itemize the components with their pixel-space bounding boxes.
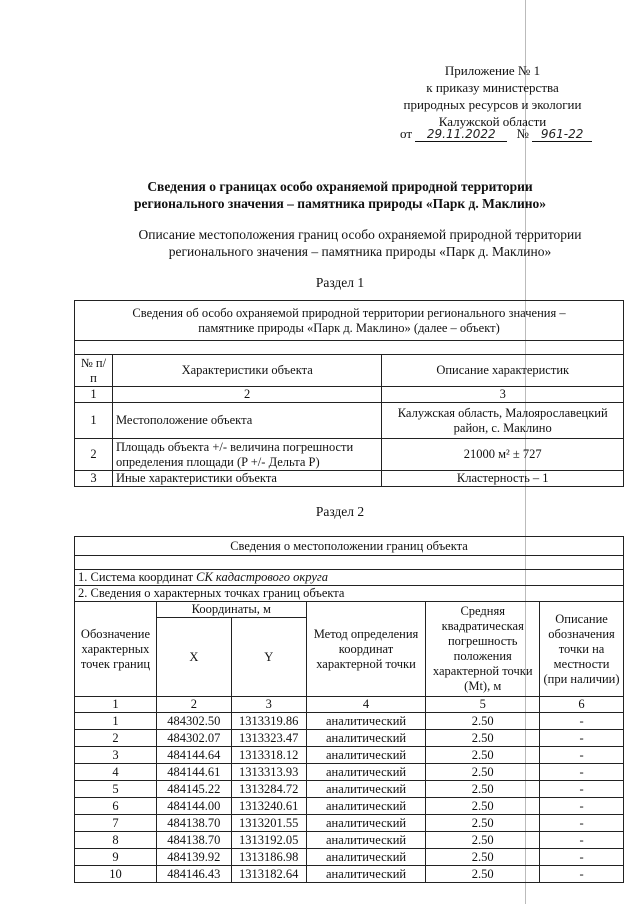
y-coordinate-cell: 1313323.47 [231,730,306,747]
error-cell: 2.50 [426,764,540,781]
characteristic-cell: Местоположение объекта [112,403,381,439]
method-cell: аналитический [306,713,426,730]
table-row [75,713,624,730]
section-2-label: Раздел 2 [315,504,365,519]
y-coordinate-cell: 1313319.86 [231,713,306,730]
column-number-row [75,387,624,403]
header-cell: Описание характеристик [382,355,624,387]
subtitle-line: регионального значения – памятника природы «Парк д. Маклино» [168,244,552,259]
table-row [75,764,624,781]
header-cell: № п/п [75,355,113,387]
order-number: 961-22 [532,127,592,142]
order-date: 29.11.2022 [415,127,507,142]
header-coordinates: Координаты, м [156,602,306,618]
spacer-row [75,556,624,570]
table-row [75,439,624,471]
header-method: Метод определения координат характерной точки [306,602,426,697]
marking-cell: - [540,764,624,781]
column-number: 1 [75,697,157,713]
point-id-cell: 6 [75,798,157,815]
y-coordinate-cell: 1313192.05 [231,832,306,849]
table-header-row [75,602,624,618]
order-reference [400,126,592,142]
coordinate-system-label: 1. Система координат [78,570,194,584]
marking-cell: - [540,866,624,883]
coordinate-system [75,570,624,586]
section-2-table [74,536,624,883]
marking-cell: - [540,849,624,866]
point-id-cell: 8 [75,832,157,849]
x-coordinate-cell: 484144.61 [156,764,231,781]
column-number: 6 [540,697,624,713]
x-coordinate-cell: 484139.92 [156,849,231,866]
table-row [75,815,624,832]
points-info: 2. Сведения о характерных точках границ объекта [75,586,624,602]
number-label: № [516,126,529,141]
error-cell: 2.50 [426,832,540,849]
column-number: 5 [426,697,540,713]
table-row [75,781,624,798]
characteristic-cell: Площадь объекта +/- величина погрешности определения площади (P +/- Дельта P) [112,439,381,471]
marking-cell: - [540,798,624,815]
table-row [75,866,624,883]
point-id-cell: 4 [75,764,157,781]
point-id-cell: 9 [75,849,157,866]
header-x: X [156,618,231,697]
subtitle-line: Описание местоположения границ особо охраняемой природной территории [138,227,582,242]
y-coordinate-cell: 1313186.98 [231,849,306,866]
method-cell: аналитический [306,730,426,747]
points-table-body [75,713,624,883]
x-coordinate-cell: 484302.07 [156,730,231,747]
description-cell: 21000 м² ± 727 [382,439,624,471]
x-coordinate-cell: 484144.00 [156,798,231,815]
x-coordinate-cell: 484138.70 [156,815,231,832]
table-header-row [75,355,624,387]
annex-line: к приказу министерства [426,80,559,95]
point-id-cell: 3 [75,747,157,764]
header-error: Средняя квадратическая погрешность положения характерной точки (Mt), м [426,602,540,697]
table-row [75,403,624,439]
section-1-label: Раздел 1 [315,275,365,290]
table-row [75,832,624,849]
header-marking: Описание обозначения точки на местности (при наличии) [540,602,624,697]
table-caption [75,301,624,341]
annex-header [360,62,625,130]
column-number: 3 [231,697,306,713]
column-number: 3 [382,387,624,403]
spacer-cell [75,556,624,570]
method-cell: аналитический [306,764,426,781]
coordinate-system-row [75,570,624,586]
marking-cell: - [540,832,624,849]
table-row [75,747,624,764]
error-cell: 2.50 [426,747,540,764]
table-caption-row [75,301,624,341]
y-coordinate-cell: 1313284.72 [231,781,306,798]
points-info-row [75,586,624,602]
spacer-cell [75,341,624,355]
document-title [80,178,600,212]
marking-cell: - [540,815,624,832]
header-cell: Характеристики объекта [112,355,381,387]
description-cell: Кластерность – 1 [382,471,624,487]
y-coordinate-cell: 1313182.64 [231,866,306,883]
column-number: 2 [112,387,381,403]
column-number-row [75,697,624,713]
caption-line: Сведения об особо охраняемой природной территории регионального значения – [132,305,566,320]
row-number: 3 [75,471,113,487]
method-cell: аналитический [306,866,426,883]
y-coordinate-cell: 1313240.61 [231,798,306,815]
table-row [75,730,624,747]
y-coordinate-cell: 1313313.93 [231,764,306,781]
row-number: 1 [75,403,113,439]
marking-cell: - [540,713,624,730]
method-cell: аналитический [306,832,426,849]
y-coordinate-cell: 1313201.55 [231,815,306,832]
table-row [75,849,624,866]
document-subtitle [100,226,620,260]
header-point: Обозначение характерных точек границ [75,602,157,697]
table-row [75,798,624,815]
point-id-cell: 2 [75,730,157,747]
point-id-cell: 5 [75,781,157,798]
description-cell: Калужская область, Малоярославецкий район, с. Маклино [382,403,624,439]
marking-cell: - [540,781,624,798]
method-cell: аналитический [306,781,426,798]
spacer-row [75,341,624,355]
title-line: регионального значения – памятника природы «Парк д. Маклино» [133,196,547,211]
error-cell: 2.50 [426,866,540,883]
annex-line: Приложение № 1 [444,63,541,78]
error-cell: 2.50 [426,798,540,815]
table-caption: Сведения о местоположении границ объекта [75,537,624,556]
row-number: 2 [75,439,113,471]
x-coordinate-cell: 484146.43 [156,866,231,883]
method-cell: аналитический [306,849,426,866]
table-caption-row [75,537,624,556]
error-cell: 2.50 [426,815,540,832]
point-id-cell: 10 [75,866,157,883]
section-1-table [74,300,624,487]
x-coordinate-cell: 484145.22 [156,781,231,798]
error-cell: 2.50 [426,730,540,747]
x-coordinate-cell: 484144.64 [156,747,231,764]
annex-line: природных ресурсов и экологии [403,97,582,112]
table-row [75,471,624,487]
characteristic-cell: Иные характеристики объекта [112,471,381,487]
column-number: 1 [75,387,113,403]
error-cell: 2.50 [426,849,540,866]
method-cell: аналитический [306,747,426,764]
y-coordinate-cell: 1313318.12 [231,747,306,764]
error-cell: 2.50 [426,713,540,730]
x-coordinate-cell: 484302.50 [156,713,231,730]
method-cell: аналитический [306,798,426,815]
method-cell: аналитический [306,815,426,832]
header-y: Y [231,618,306,697]
annex-line: Калужской области [438,114,547,129]
column-number: 2 [156,697,231,713]
point-id-cell: 7 [75,815,157,832]
title-line: Сведения о границах особо охраняемой природной территории [147,179,533,194]
error-cell: 2.50 [426,781,540,798]
marking-cell: - [540,730,624,747]
x-coordinate-cell: 484138.70 [156,832,231,849]
column-number: 4 [306,697,426,713]
caption-line: памятнике природы «Парк д. Маклино» (далее – объект) [198,320,500,335]
coordinate-system-value: СК кадастрового округа [196,570,328,584]
from-label: от [400,126,413,141]
point-id-cell: 1 [75,713,157,730]
marking-cell: - [540,747,624,764]
